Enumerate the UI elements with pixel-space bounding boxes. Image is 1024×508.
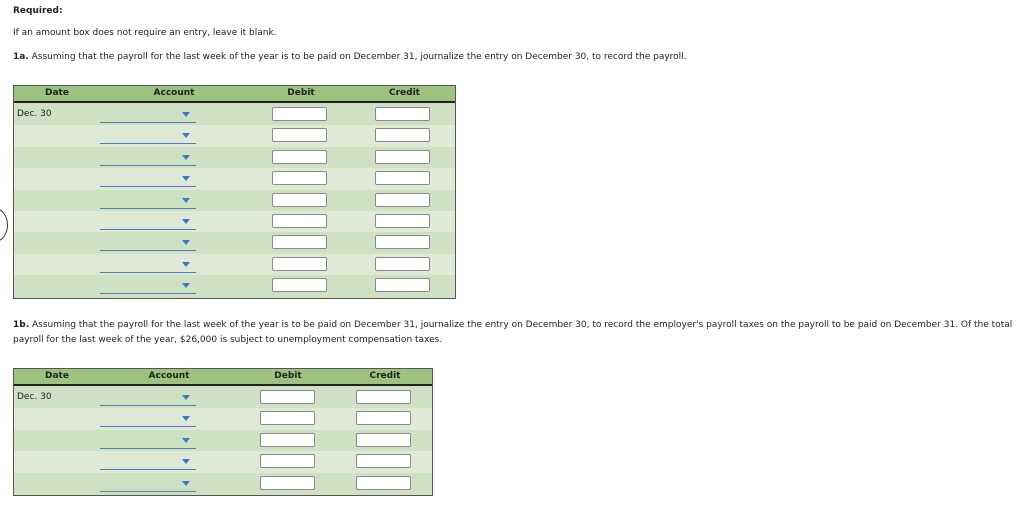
chevron-down-icon (182, 133, 190, 138)
chevron-down-icon (182, 240, 190, 245)
table-row (14, 387, 432, 409)
account-select[interactable] (100, 234, 196, 251)
chevron-down-icon (182, 481, 190, 486)
table-row (14, 104, 455, 126)
credit-input[interactable] (375, 171, 430, 185)
credit-input[interactable] (356, 390, 411, 404)
debit-input[interactable] (272, 107, 327, 121)
table-row (14, 125, 455, 147)
table-row (14, 275, 455, 297)
header-date: Date (45, 88, 69, 98)
account-select[interactable] (100, 149, 196, 166)
account-select[interactable] (100, 192, 196, 209)
debit-input[interactable] (272, 257, 327, 271)
journal-table-1b (13, 368, 433, 496)
credit-input[interactable] (375, 128, 430, 142)
chevron-down-icon (182, 112, 190, 117)
header-credit: Credit (389, 88, 420, 98)
row-date: Dec. 30 (17, 392, 52, 402)
question-1a-text: Assuming that the payroll for the last week of the year is to be paid on December 31, journalize the entry on December 30, to record the payroll. (31, 52, 687, 62)
chevron-down-icon (182, 395, 190, 400)
account-select[interactable] (100, 475, 196, 492)
question-1b-text: Assuming that the payroll for the last week of the year is to be paid on December 31, journalize the entry on December 30, to record the employer's payroll taxes on the payroll to be paid on December 31. Of the total payroll for the last week of the year, $26,000 is subject to unemployment compensation taxes. (13, 320, 1013, 345)
account-select[interactable] (100, 256, 196, 273)
header-credit: Credit (369, 371, 401, 381)
account-select[interactable] (100, 106, 196, 123)
account-select[interactable] (100, 432, 196, 449)
debit-input[interactable] (272, 150, 327, 164)
debit-input[interactable] (260, 454, 315, 468)
table-header (14, 86, 455, 103)
table-row (14, 147, 455, 169)
chevron-down-icon (182, 438, 190, 443)
journal-table-1a (13, 85, 456, 299)
account-select[interactable] (100, 127, 196, 144)
credit-input[interactable] (356, 476, 411, 490)
debit-input[interactable] (272, 214, 327, 228)
credit-input[interactable] (356, 411, 411, 425)
header-date: Date (45, 371, 69, 381)
account-select[interactable] (100, 453, 196, 470)
chevron-down-icon (182, 283, 190, 288)
instruction-note: If an amount box does not require an entry, leave it blank. (13, 28, 277, 38)
credit-input[interactable] (375, 150, 430, 164)
question-1a-tag: 1a. (13, 52, 29, 62)
account-select[interactable] (100, 170, 196, 187)
account-select[interactable] (100, 277, 196, 294)
header-account: Account (148, 371, 190, 381)
credit-input[interactable] (356, 433, 411, 447)
credit-input[interactable] (375, 193, 430, 207)
chevron-down-icon (182, 459, 190, 464)
chevron-down-icon (182, 155, 190, 160)
table-row (14, 473, 432, 495)
chevron-down-icon (182, 198, 190, 203)
header-account: Account (153, 88, 195, 98)
table-row (14, 232, 455, 254)
debit-input[interactable] (272, 278, 327, 292)
chevron-down-icon (182, 219, 190, 224)
debit-input[interactable] (260, 411, 315, 425)
header-debit: Debit (287, 88, 315, 98)
chevron-down-icon (182, 416, 190, 421)
debit-input[interactable] (272, 193, 327, 207)
credit-input[interactable] (375, 235, 430, 249)
chevron-down-icon (182, 262, 190, 267)
table-row (14, 168, 455, 190)
side-handle (0, 208, 8, 242)
table-row (14, 408, 432, 430)
debit-input[interactable] (272, 235, 327, 249)
question-1b (13, 318, 1021, 348)
credit-input[interactable] (356, 454, 411, 468)
table-row (14, 211, 455, 233)
table-row (14, 190, 455, 212)
table-row (14, 451, 432, 473)
debit-input[interactable] (260, 433, 315, 447)
table-header (14, 369, 432, 386)
debit-input[interactable] (260, 476, 315, 490)
debit-input[interactable] (272, 171, 327, 185)
debit-input[interactable] (272, 128, 327, 142)
credit-input[interactable] (375, 257, 430, 271)
chevron-down-icon (182, 176, 190, 181)
credit-input[interactable] (375, 278, 430, 292)
account-select[interactable] (100, 389, 196, 406)
credit-input[interactable] (375, 214, 430, 228)
required-label: Required: (13, 6, 63, 16)
account-select[interactable] (100, 213, 196, 230)
credit-input[interactable] (375, 107, 430, 121)
table-row (14, 254, 455, 276)
question-1b-tag: 1b. (13, 320, 30, 330)
question-1a (13, 51, 687, 64)
row-date: Dec. 30 (17, 109, 52, 119)
header-debit: Debit (274, 371, 302, 381)
account-select[interactable] (100, 410, 196, 427)
debit-input[interactable] (260, 390, 315, 404)
table-row (14, 430, 432, 452)
